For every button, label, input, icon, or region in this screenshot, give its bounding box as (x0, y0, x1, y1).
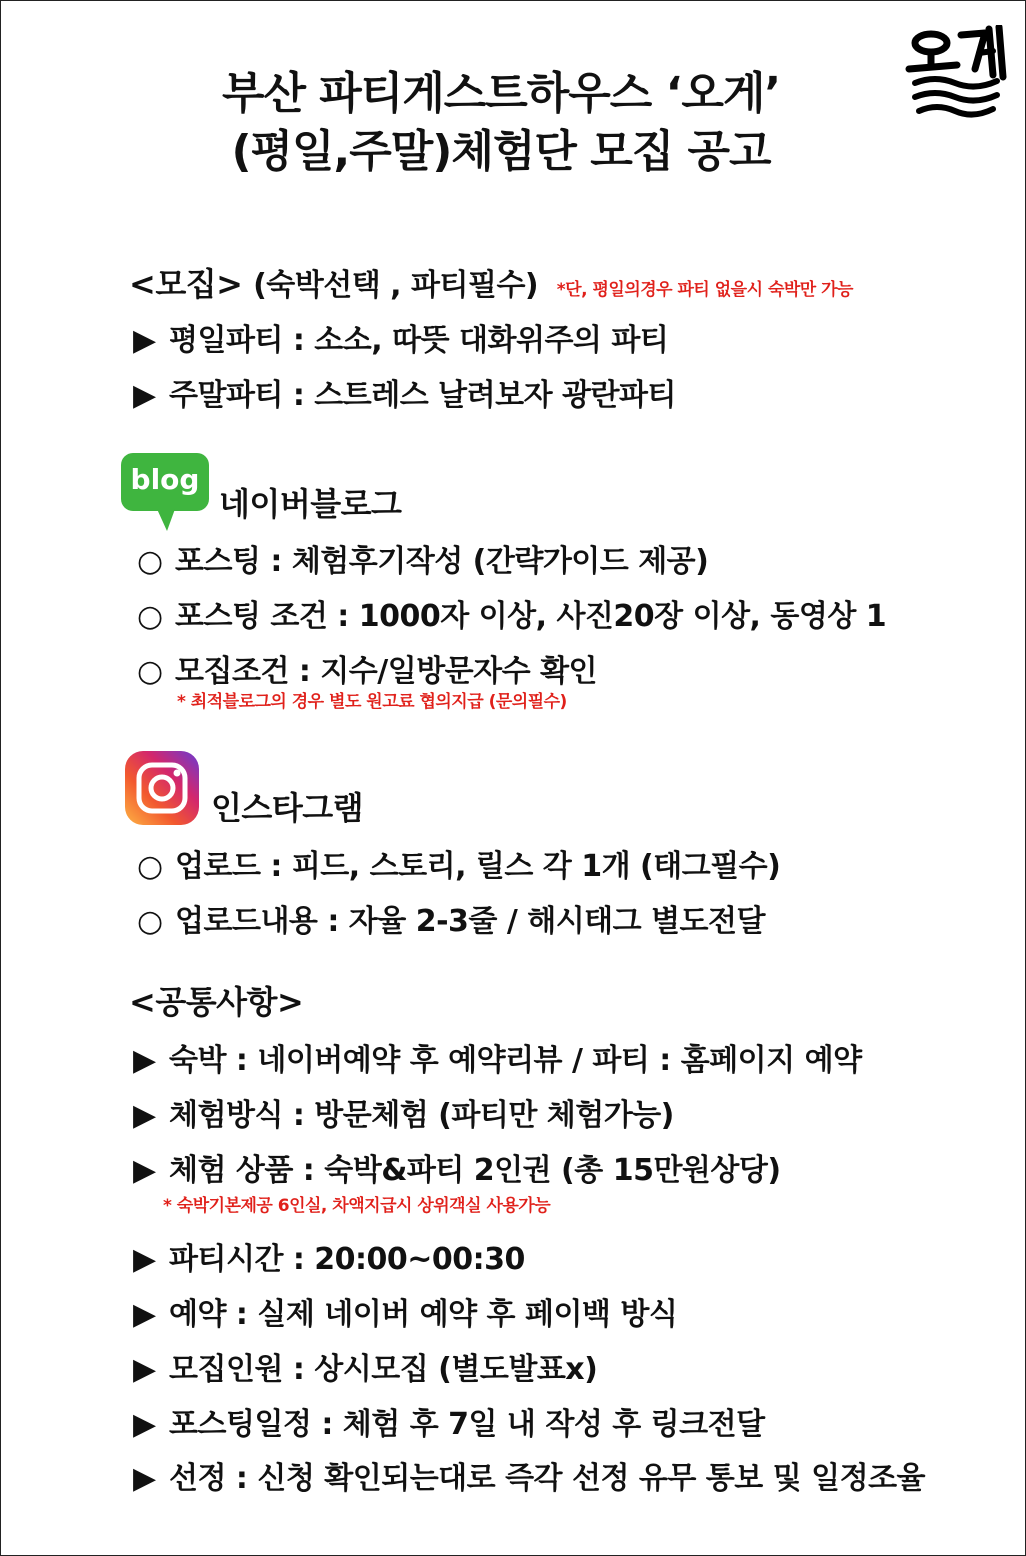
triangle-bullet-icon: ▶ (133, 1352, 156, 1387)
recruit-item (133, 370, 676, 414)
blog-heading: 네이버블로그 (219, 485, 402, 523)
common-item-text: 체험방식 : 방문체험 (파티만 체험가능) (169, 1098, 674, 1133)
common-heading: <공통사항> (129, 983, 304, 1021)
triangle-bullet-icon: ▶ (133, 1461, 156, 1496)
common-item (133, 1090, 674, 1134)
instagram-icon (125, 751, 199, 825)
blog-item (137, 536, 708, 580)
circle-bullet-icon: ○ (137, 599, 163, 634)
title-line-2: (평일,주말)체험단 모집 공고 (231, 126, 771, 177)
common-item (133, 1289, 677, 1333)
circle-bullet-icon: ○ (137, 544, 163, 579)
common-item-text: 모집인원 : 상시모집 (별도발표x) (169, 1352, 598, 1387)
common-item-text: 선정 : 신청 확인되는대로 즉각 선정 유무 통보 및 일정조율 (169, 1461, 926, 1496)
triangle-bullet-icon: ▶ (133, 1407, 156, 1442)
common-item-text: 파티시간 : 20:00~00:30 (169, 1242, 525, 1277)
recruit-item (133, 315, 668, 359)
triangle-bullet-icon: ▶ (133, 378, 156, 413)
blog-item-text: 모집조건 : 지수/일방문자수 확인 (175, 654, 598, 689)
blog-badge-text: blog (130, 463, 200, 496)
ogeh-wave-logo (901, 25, 1011, 125)
recruit-heading-label: <모집> (129, 265, 243, 303)
common-item (133, 1399, 765, 1443)
triangle-bullet-icon: ▶ (133, 1297, 156, 1332)
common-item-text: 예약 : 실제 네이버 예약 후 페이백 방식 (169, 1297, 678, 1332)
triangle-bullet-icon: ▶ (133, 1043, 156, 1078)
recruit-item-text: 주말파티 : 스트레스 날려보자 광란파티 (169, 378, 676, 413)
common-item (133, 1145, 781, 1189)
triangle-bullet-icon: ▶ (133, 1098, 156, 1133)
triangle-bullet-icon: ▶ (133, 323, 156, 358)
naver-blog-icon (121, 453, 211, 533)
blog-note: * 최적블로그의 경우 별도 원고료 협의지급 (문의필수) (177, 692, 567, 712)
recruit-item-text: 평일파티 : 소소, 따뜻 대화위주의 파티 (169, 323, 669, 358)
recruit-note: *단, 평일의경우 파티 없을시 숙박만 가능 (556, 280, 853, 300)
common-item-text: 숙박 : 네이버예약 후 예약리뷰 / 파티 : 홈페이지 예약 (169, 1043, 862, 1078)
circle-bullet-icon: ○ (137, 849, 163, 884)
instagram-item-text: 업로드 : 피드, 스토리, 릴스 각 1개 (태그필수) (175, 849, 781, 884)
instagram-heading: 인스타그램 (211, 789, 364, 827)
common-item (133, 1453, 925, 1497)
common-item (133, 1234, 525, 1278)
recruit-option: (숙박선택 , 파티필수) (253, 268, 539, 303)
instagram-item (137, 841, 780, 885)
triangle-bullet-icon: ▶ (133, 1153, 156, 1188)
circle-bullet-icon: ○ (137, 654, 163, 689)
common-note: * 숙박기본제공 6인실, 차액지급시 상위객실 사용가능 (163, 1196, 551, 1216)
circle-bullet-icon: ○ (137, 904, 163, 939)
common-item (133, 1344, 597, 1388)
common-item (133, 1035, 862, 1079)
common-item-text: 포스팅일정 : 체험 후 7일 내 작성 후 링크전달 (169, 1407, 765, 1442)
instagram-item-text: 업로드내용 : 자율 2-3줄 / 해시태그 별도전달 (175, 904, 765, 939)
recruit-heading (129, 259, 853, 305)
instagram-item (137, 896, 765, 940)
blog-item (137, 646, 597, 690)
blog-item-text: 포스팅 조건 : 1000자 이상, 사진20장 이상, 동영상 1 (175, 599, 887, 634)
title-line-1: 부산 파티게스트하우스 ‘오게’ (221, 68, 781, 119)
blog-item (137, 591, 886, 635)
triangle-bullet-icon: ▶ (133, 1242, 156, 1277)
blog-item-text: 포스팅 : 체험후기작성 (간략가이드 제공) (175, 544, 709, 579)
common-item-text: 체험 상품 : 숙박&파티 2인권 (총 15만원상당) (169, 1153, 781, 1188)
